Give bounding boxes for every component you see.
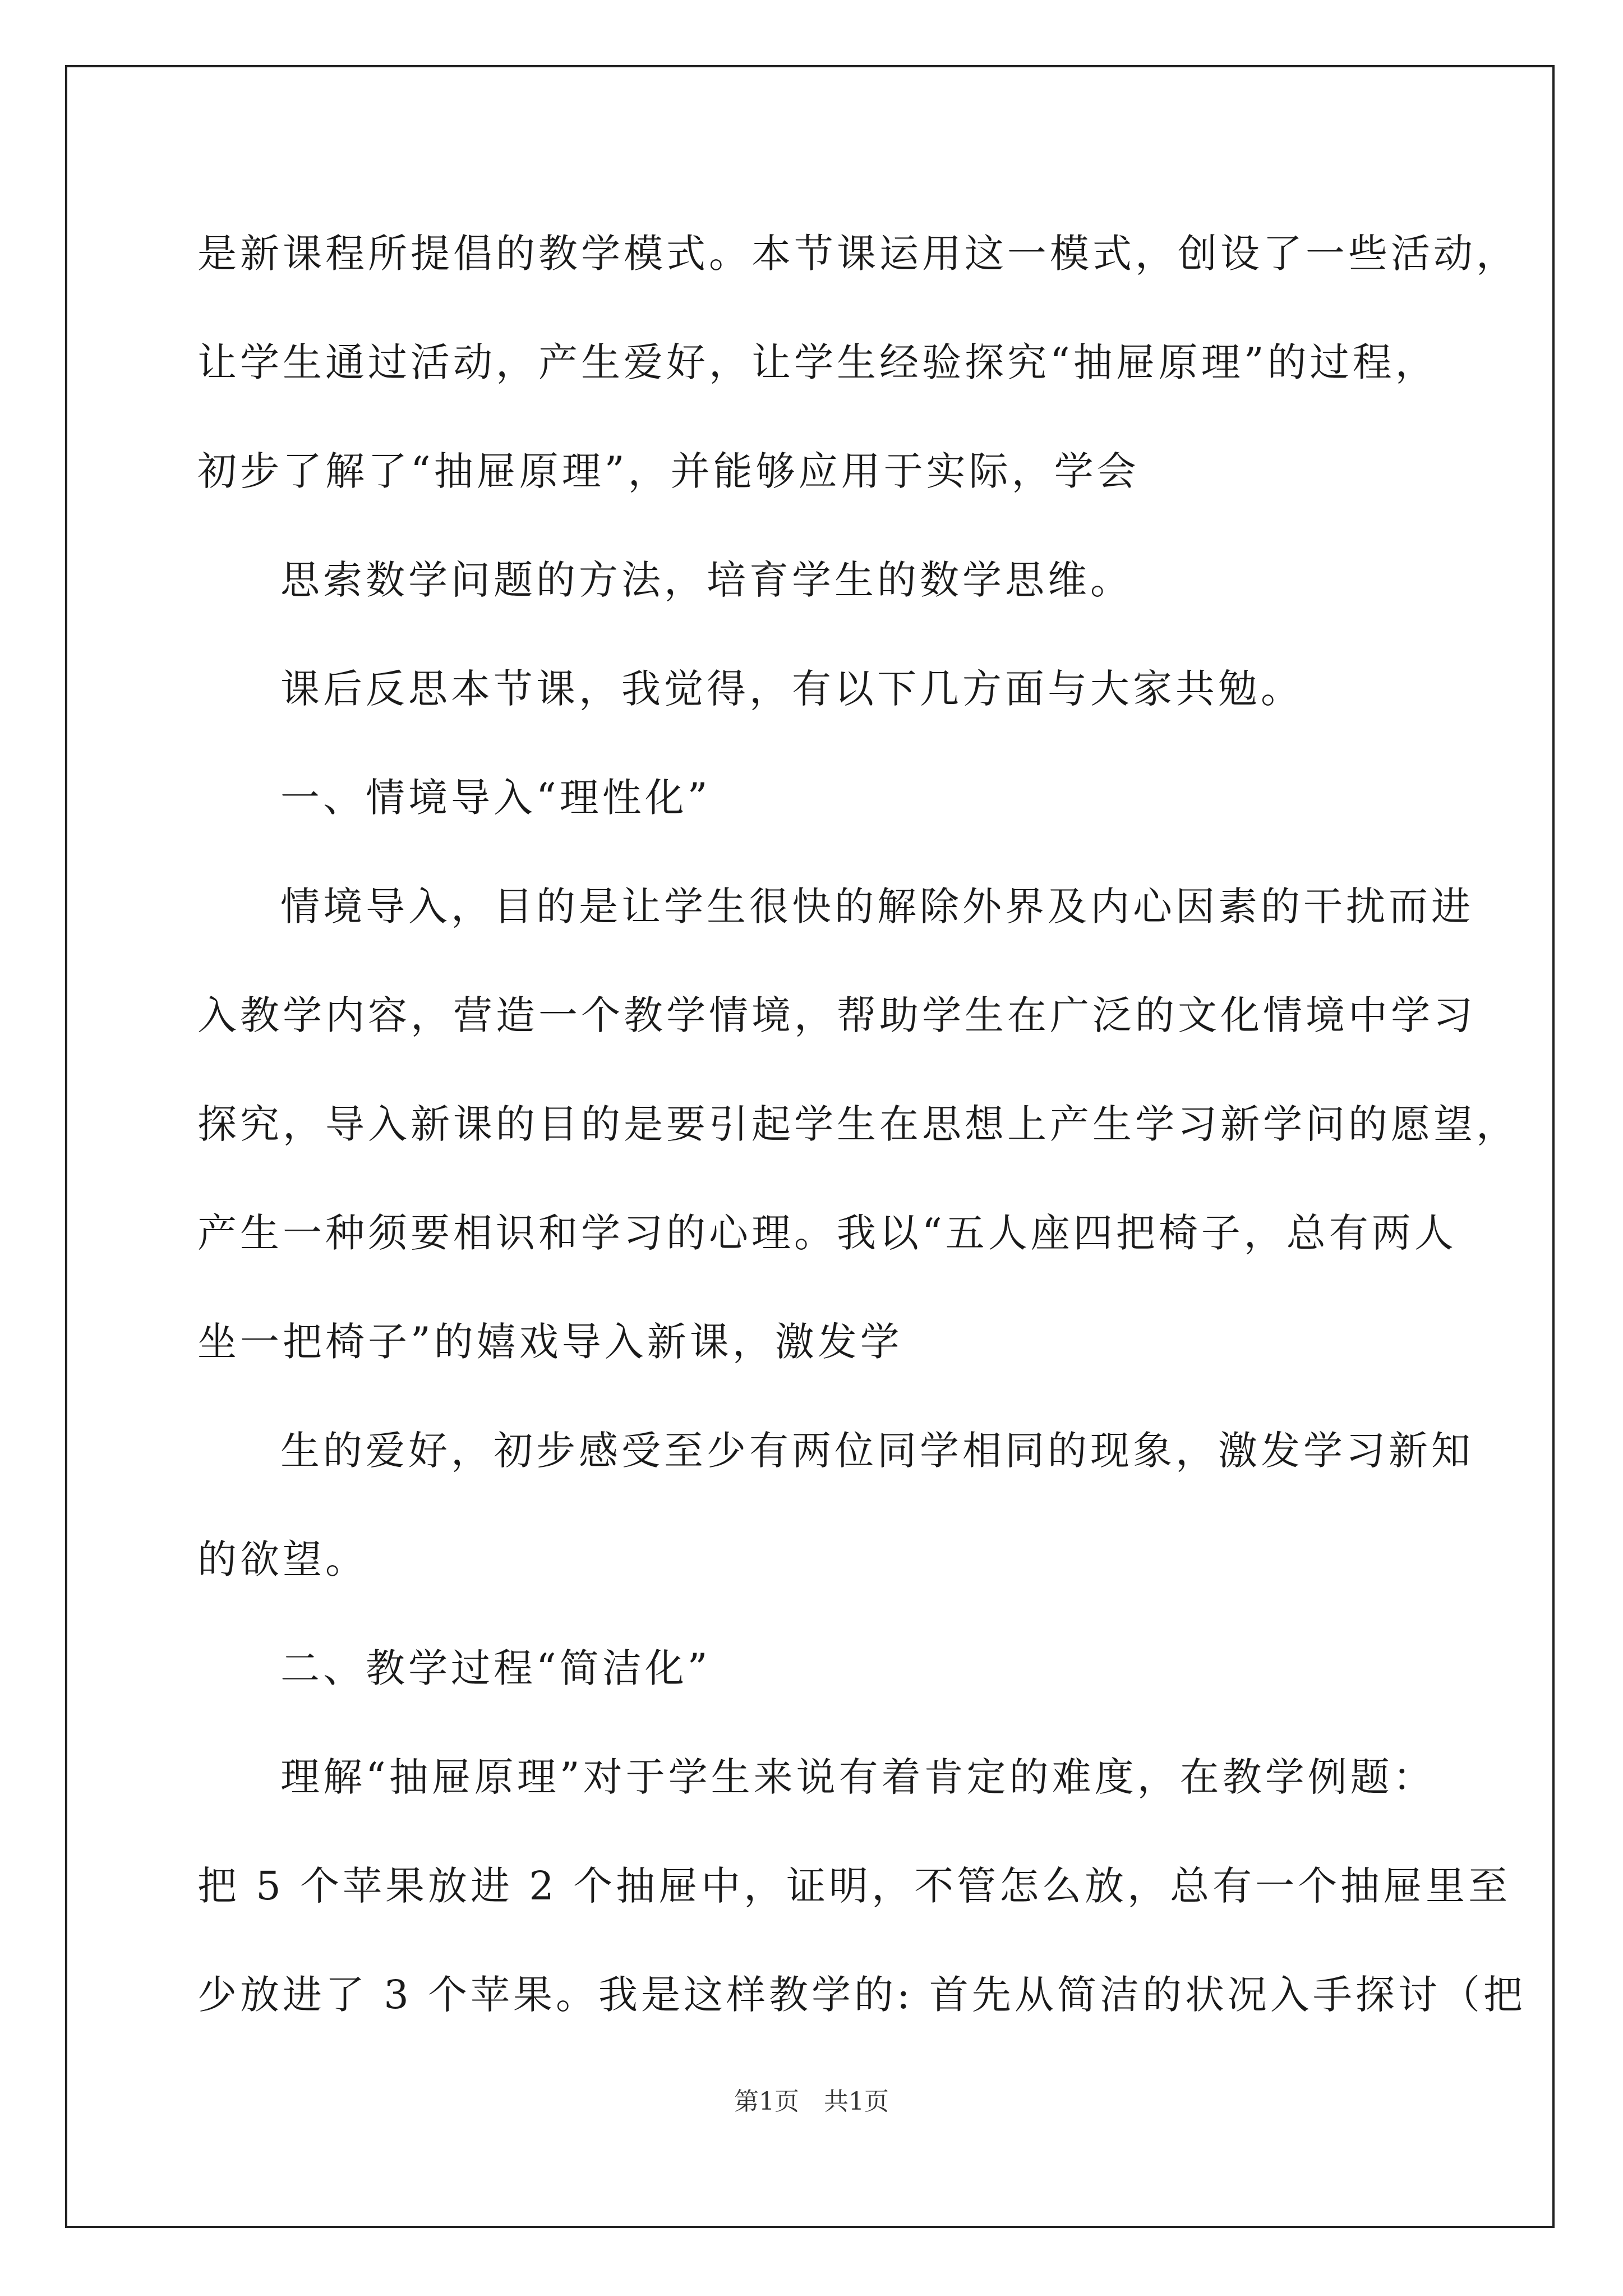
text-line: 初步了解了“抽屉原理”，并能够应用于实际，学会 xyxy=(197,448,1140,494)
text-line: 把 5 个苹果放进 2 个抽屉中，证明，不管怎么放，总有一个抽屉里至 xyxy=(197,1863,1511,1909)
text-line: 课后反思本节课，我觉得，有以下几方面与大家共勉。 xyxy=(280,666,1303,712)
text-line: 生的爱好，初步感受至少有两位同学相同的现象，激发学习新知 xyxy=(280,1428,1474,1474)
text-line: 是新课程所提倡的教学模式。本节课运用这一模式，创设了一些活动， xyxy=(197,231,1519,277)
text-line: 情境导入，目的是让学生很快的解除外界及内心因素的干扰而进 xyxy=(280,884,1474,930)
text-line: 理解“抽屉原理”对于学生来说有着肯定的难度，在教学例题： xyxy=(280,1754,1436,1800)
page-footer: 第1页 共1页 xyxy=(734,2087,889,2116)
text-line: 坐一把椅子”的嬉戏导入新课，激发学 xyxy=(197,1319,903,1365)
text-line: 产生一种须要相识和学习的心理。我以“五人座四把椅子，总有两人 xyxy=(197,1210,1457,1256)
text-line: 探究，导入新课的目的是要引起学生在思想上产生学习新学问的愿望， xyxy=(197,1101,1519,1147)
text-line: 少放进了 3 个苹果。我是这样教学的: 首先从简洁的状况入手探讨（把 xyxy=(197,1972,1526,2018)
section-heading: 二、教学过程“简洁化” xyxy=(280,1645,711,1691)
document-body xyxy=(197,209,1526,2059)
text-line: 让学生通过活动，产生爱好，让学生经验探究“抽屉原理”的过程， xyxy=(197,339,1438,385)
text-line: 思索数学问题的方法，培育学生的数学思维。 xyxy=(280,557,1133,603)
section-heading: 一、情境导入“理性化” xyxy=(280,775,711,821)
text-line: 入教学内容，营造一个教学情境，帮助学生在广泛的文化情境中学习 xyxy=(197,992,1476,1038)
text-line: 的欲望。 xyxy=(197,1536,368,1582)
